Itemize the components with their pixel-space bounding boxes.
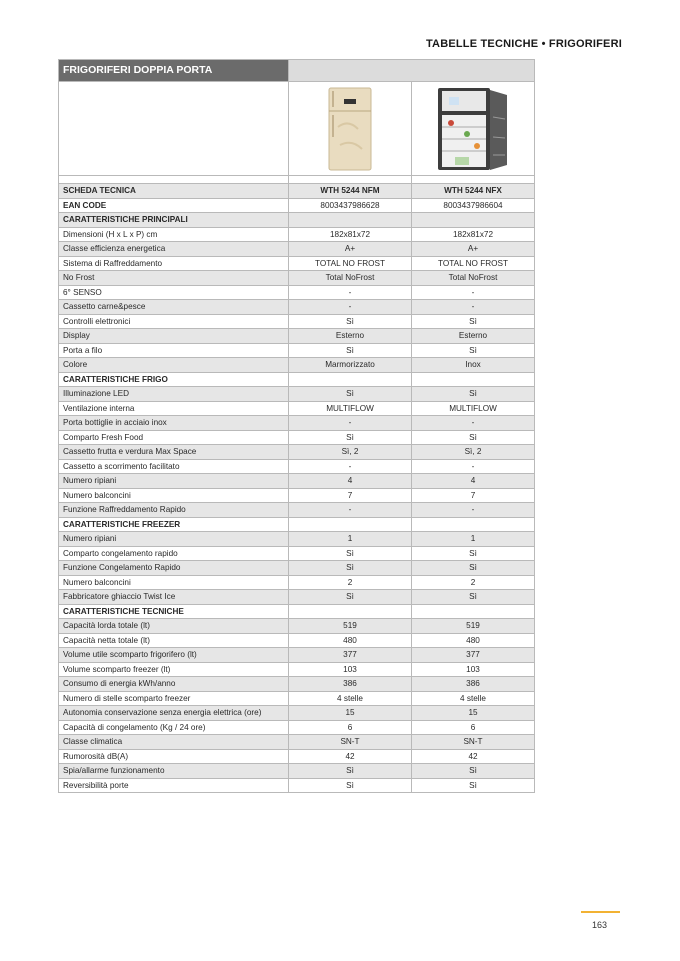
spec-label: Autonomia conservazione senza energia elettrica (ore)	[59, 706, 289, 721]
section-header-row	[59, 372, 535, 387]
table-title-blank	[289, 60, 535, 82]
table-row	[59, 691, 535, 706]
spec-label: Capacità lorda totale (lt)	[59, 619, 289, 634]
spec-label: Dimensioni (H x L x P) cm	[59, 227, 289, 242]
spec-label: Numero di stelle scomparto freezer	[59, 691, 289, 706]
spec-value-model-1: -	[289, 285, 412, 300]
table-row	[59, 474, 535, 489]
table-row	[59, 561, 535, 576]
spec-value-model-2: Sì	[412, 387, 535, 402]
table-row	[59, 735, 535, 750]
ean-model-1: 8003437986628	[289, 198, 412, 213]
table-row	[59, 633, 535, 648]
spec-value-model-1: Sì	[289, 590, 412, 605]
spec-value-model-2: Inox	[412, 358, 535, 373]
spec-label: Classe efficienza energetica	[59, 242, 289, 257]
spec-label: Funzione Raffreddamento Rapido	[59, 503, 289, 518]
section-header-row	[59, 213, 535, 228]
fridge-inox-open-icon	[437, 87, 509, 171]
column-header-model-1: WTH 5244 NFM	[289, 184, 412, 199]
section-header-row	[59, 604, 535, 619]
spec-label: Display	[59, 329, 289, 344]
spec-label: Cassetto frutta e verdura Max Space	[59, 445, 289, 460]
spec-value-model-1: Sì	[289, 561, 412, 576]
table-row	[59, 720, 535, 735]
spec-label: No Frost	[59, 271, 289, 286]
spec-value-model-2: TOTAL NO FROST	[412, 256, 535, 271]
column-header-label: SCHEDA TECNICA	[59, 184, 289, 199]
table-row	[59, 764, 535, 779]
spec-value-model-1: Esterno	[289, 329, 412, 344]
spec-label: Reversibilità porte	[59, 778, 289, 793]
table-row	[59, 416, 535, 431]
table-row	[59, 662, 535, 677]
column-header-model-2: WTH 5244 NFX	[412, 184, 535, 199]
spec-value-model-1: 386	[289, 677, 412, 692]
section-blank-cell	[289, 517, 412, 532]
spec-value-model-1: Sì	[289, 546, 412, 561]
spec-label: Cassetto a scorrimento facilitato	[59, 459, 289, 474]
table-row	[59, 459, 535, 474]
spec-value-model-2: Sì	[412, 764, 535, 779]
spec-value-model-2: Sì, 2	[412, 445, 535, 460]
spec-value-model-2: 1	[412, 532, 535, 547]
spec-label: Spia/allarme funzionamento	[59, 764, 289, 779]
spec-label: Comparto congelamento rapido	[59, 546, 289, 561]
spec-value-model-2: 4 stelle	[412, 691, 535, 706]
table-row	[59, 300, 535, 315]
spec-value-model-2: -	[412, 459, 535, 474]
spec-value-model-2: 6	[412, 720, 535, 735]
table-row	[59, 503, 535, 518]
spec-value-model-2: Esterno	[412, 329, 535, 344]
spec-value-model-1: MULTIFLOW	[289, 401, 412, 416]
spec-value-model-2: -	[412, 416, 535, 431]
spacer-cell	[59, 176, 289, 184]
ean-model-2: 8003437986604	[412, 198, 535, 213]
table-row	[59, 430, 535, 445]
table-row	[59, 256, 535, 271]
table-row	[59, 314, 535, 329]
spec-value-model-1: 103	[289, 662, 412, 677]
specs-table	[58, 59, 535, 793]
table-row	[59, 546, 535, 561]
spec-value-model-1: Sì	[289, 778, 412, 793]
spec-value-model-1: Total NoFrost	[289, 271, 412, 286]
table-title: FRIGORIFERI DOPPIA PORTA	[59, 60, 289, 82]
section-blank-cell	[412, 213, 535, 228]
spec-value-model-1: 4 stelle	[289, 691, 412, 706]
spec-value-model-2: 519	[412, 619, 535, 634]
spec-value-model-1: TOTAL NO FROST	[289, 256, 412, 271]
spec-value-model-1: Sì	[289, 430, 412, 445]
table-row	[59, 401, 535, 416]
spec-label: Fabbricatore ghiaccio Twist Ice	[59, 590, 289, 605]
specs-table-body	[59, 60, 535, 793]
spec-value-model-2: 15	[412, 706, 535, 721]
spec-label: Comparto Fresh Food	[59, 430, 289, 445]
spec-value-model-1: 4	[289, 474, 412, 489]
spec-value-model-2: A+	[412, 242, 535, 257]
spec-value-model-1: Sì, 2	[289, 445, 412, 460]
spec-value-model-1: 6	[289, 720, 412, 735]
spec-value-model-1: 1	[289, 532, 412, 547]
section-blank-cell	[412, 517, 535, 532]
section-blank-cell	[289, 213, 412, 228]
table-row	[59, 619, 535, 634]
table-row	[59, 242, 535, 257]
spec-value-model-1: Marmorizzato	[289, 358, 412, 373]
spec-label: Capacità netta totale (lt)	[59, 633, 289, 648]
product-image-label-cell	[59, 82, 289, 176]
spec-value-model-2: 480	[412, 633, 535, 648]
section-title: CARATTERISTICHE FREEZER	[59, 517, 289, 532]
spec-value-model-2: Sì	[412, 343, 535, 358]
spec-value-model-1: -	[289, 416, 412, 431]
table-row	[59, 358, 535, 373]
ean-row	[59, 198, 535, 213]
spec-label: Numero balconcini	[59, 575, 289, 590]
spec-label: 6° SENSO	[59, 285, 289, 300]
spec-value-model-1: Sì	[289, 314, 412, 329]
product-image-1-cell	[289, 82, 412, 176]
spec-value-model-2: 42	[412, 749, 535, 764]
section-header-row	[59, 517, 535, 532]
spec-label: Capacità di congelamento (Kg / 24 ore)	[59, 720, 289, 735]
spec-value-model-1: Sì	[289, 764, 412, 779]
table-title-row	[59, 60, 535, 82]
table-row	[59, 285, 535, 300]
page-heading: TABELLE TECNICHE • FRIGORIFERI	[425, 38, 622, 50]
spec-value-model-2: -	[412, 503, 535, 518]
spec-label: Numero ripiani	[59, 474, 289, 489]
spec-label: Volume scomparto freezer (lt)	[59, 662, 289, 677]
spec-value-model-2: Sì	[412, 778, 535, 793]
column-header-row	[59, 184, 535, 199]
spacer-cell	[412, 176, 535, 184]
spec-label: Volume utile scomparto frigorifero (lt)	[59, 648, 289, 663]
fridge-cream-icon	[328, 87, 372, 171]
spec-label: Rumorosità dB(A)	[59, 749, 289, 764]
spec-value-model-1: A+	[289, 242, 412, 257]
table-row	[59, 271, 535, 286]
spec-value-model-2: Sì	[412, 546, 535, 561]
section-blank-cell	[289, 372, 412, 387]
table-row	[59, 778, 535, 793]
section-blank-cell	[289, 604, 412, 619]
table-row	[59, 590, 535, 605]
page-number: 163	[592, 920, 608, 930]
page-number-accent-line	[581, 911, 620, 913]
spec-value-model-1: -	[289, 300, 412, 315]
spec-value-model-2: SN-T	[412, 735, 535, 750]
table-row	[59, 532, 535, 547]
spec-value-model-2: -	[412, 300, 535, 315]
spec-value-model-2: Sì	[412, 314, 535, 329]
spec-label: Illuminazione LED	[59, 387, 289, 402]
section-title: CARATTERISTICHE TECNICHE	[59, 604, 289, 619]
spec-value-model-2: Total NoFrost	[412, 271, 535, 286]
table-row	[59, 575, 535, 590]
spec-value-model-2: 386	[412, 677, 535, 692]
section-title: CARATTERISTICHE PRINCIPALI	[59, 213, 289, 228]
spec-value-model-2: Sì	[412, 430, 535, 445]
table-row	[59, 343, 535, 358]
spec-value-model-1: 480	[289, 633, 412, 648]
spec-value-model-1: 377	[289, 648, 412, 663]
table-row	[59, 329, 535, 344]
spec-label: Numero balconcini	[59, 488, 289, 503]
table-row	[59, 706, 535, 721]
spec-value-model-2: MULTIFLOW	[412, 401, 535, 416]
spec-value-model-2: -	[412, 285, 535, 300]
table-row	[59, 648, 535, 663]
spec-value-model-2: 182x81x72	[412, 227, 535, 242]
spec-value-model-1: 15	[289, 706, 412, 721]
product-image-2-cell	[412, 82, 535, 176]
spec-label: Numero ripiani	[59, 532, 289, 547]
spec-label: Classe climatica	[59, 735, 289, 750]
ean-label: EAN CODE	[59, 198, 289, 213]
table-row	[59, 227, 535, 242]
section-blank-cell	[412, 372, 535, 387]
section-title: CARATTERISTICHE FRIGO	[59, 372, 289, 387]
spec-value-model-1: -	[289, 503, 412, 518]
spec-value-model-1: -	[289, 459, 412, 474]
spec-value-model-2: 2	[412, 575, 535, 590]
spec-value-model-2: 7	[412, 488, 535, 503]
spec-label: Funzione Congelamento Rapido	[59, 561, 289, 576]
spec-label: Porta a filo	[59, 343, 289, 358]
spec-label: Colore	[59, 358, 289, 373]
spec-value-model-1: SN-T	[289, 735, 412, 750]
table-row	[59, 387, 535, 402]
spec-value-model-1: 7	[289, 488, 412, 503]
spec-label: Ventilazione interna	[59, 401, 289, 416]
spec-label: Controlli elettronici	[59, 314, 289, 329]
spec-label: Cassetto carne&pesce	[59, 300, 289, 315]
spec-value-model-2: Sì	[412, 561, 535, 576]
spec-value-model-2: 103	[412, 662, 535, 677]
table-row	[59, 677, 535, 692]
spec-value-model-1: 519	[289, 619, 412, 634]
spec-value-model-1: 182x81x72	[289, 227, 412, 242]
spec-value-model-1: Sì	[289, 343, 412, 358]
spec-label: Consumo di energia kWh/anno	[59, 677, 289, 692]
spec-value-model-1: 42	[289, 749, 412, 764]
spec-value-model-1: 2	[289, 575, 412, 590]
table-row	[59, 488, 535, 503]
spec-value-model-1: Sì	[289, 387, 412, 402]
section-blank-cell	[412, 604, 535, 619]
spec-label: Sistema di Raffreddamento	[59, 256, 289, 271]
table-row	[59, 445, 535, 460]
spec-value-model-2: Sì	[412, 590, 535, 605]
spacer-cell	[289, 176, 412, 184]
spec-value-model-2: 377	[412, 648, 535, 663]
spacer-row	[59, 176, 535, 184]
product-image-row	[59, 82, 535, 176]
spec-value-model-2: 4	[412, 474, 535, 489]
spec-label: Porta bottiglie in acciaio inox	[59, 416, 289, 431]
table-row	[59, 749, 535, 764]
